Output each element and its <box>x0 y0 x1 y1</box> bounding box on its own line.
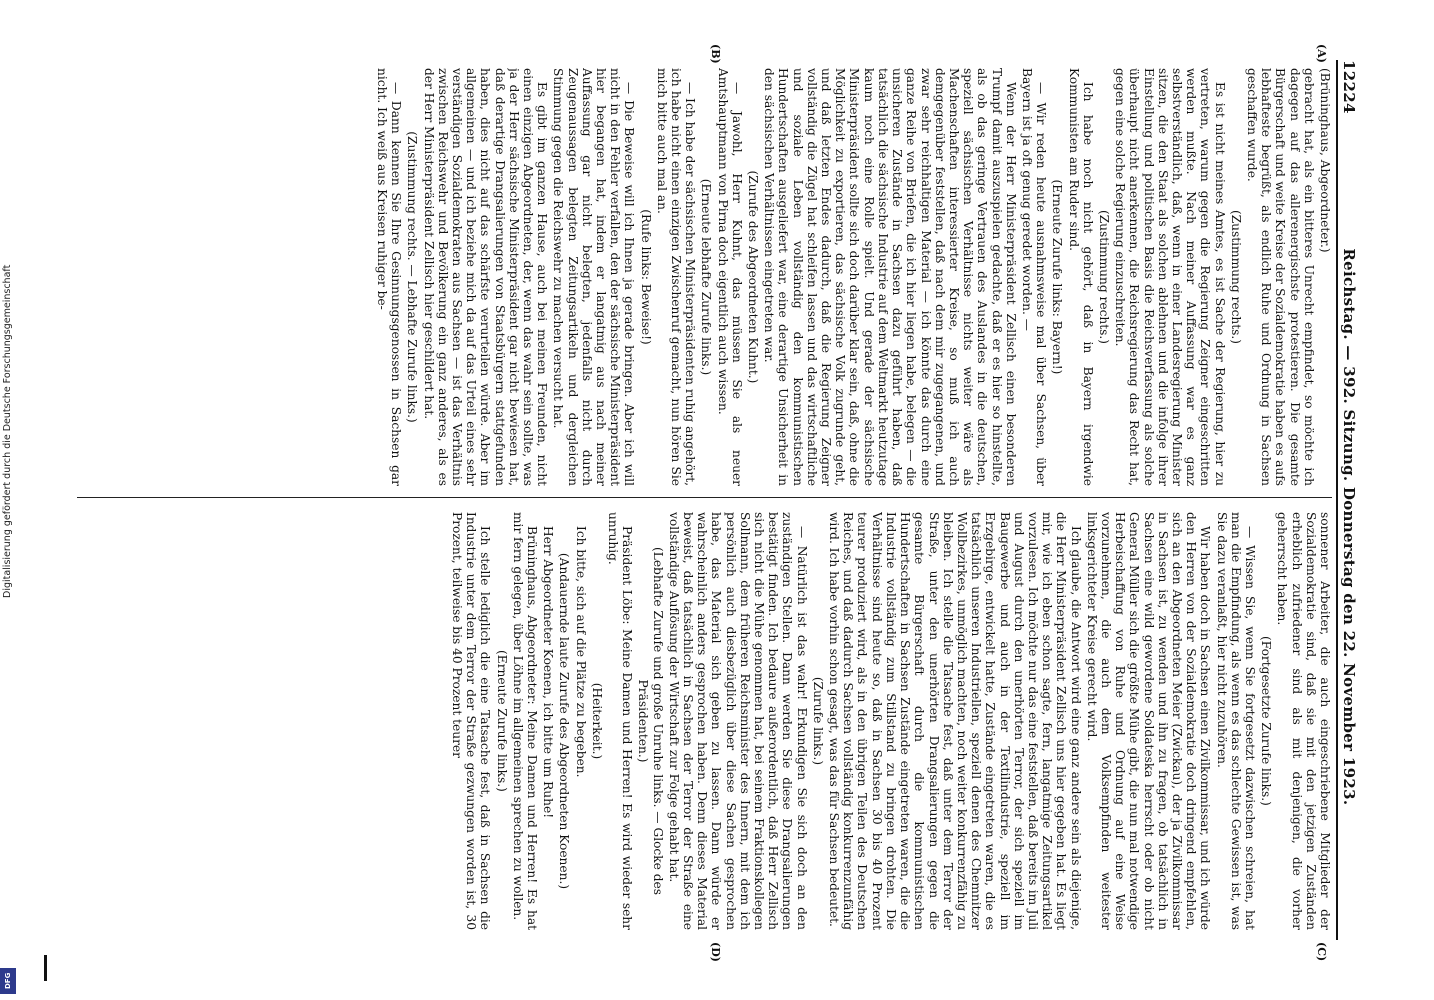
interjection: (Zustimmung rechts. — Lebhafte Zurufe links.) <box>405 131 420 423</box>
paragraph: Herr Abgeordneter Koenen, ich bitte um Ruhe! <box>541 526 556 819</box>
paragraph: Wir haben doch in Sachsen einen Zivilkommissar, und ich würde den Herren von der Sozialdemokratie doch dringend empfehlen, sich an den Abgeordneten Meier (Zwickau), der ja Zivilkommissar in Sachsen ist, zu wenden und ihn zu fragen, ob tatsächlich in Sachsen eine wild gewordene Soldateska herrscht oder ob nicht General Müller sich die größte Mühe gibt, die nun mal notwendige Herbeischaffung von Ruhe und Ordnung auf eine Weise vorzunehmen, die auch dem Volksempfinden weitester linksgerichteter Kreise gerecht wird. <box>1084 512 1213 930</box>
paragraph: Es gibt im ganzen Hause, auch bei meinen Freunden, nicht einen einzigen Abgeordneten, der, wenn das wahr sein sollte, was ja der Herr sächsische Ministerpräsident gar nicht bewiesen hat, daß derartige Drangsalierungen von Staatsbürgern stattgefunden haben, dies nicht auf das schärfste verurteilen würde. Aber im allgemeinen — und ich beziehe mich da auf das Urteil eines sehr verständigen Sozialdemokraten aus Sachsen — ist das Verhältnis zwischen Reichswehr und Bevölkerung ein ganz anderes, als es der Herr Ministerpräsident Zellisch hier geschildert hat. <box>421 68 550 486</box>
paragraph: Präsident Löbe: Meine Damen und Herren! Es wird wieder sehr unruhig. <box>606 512 635 930</box>
interjection: (Zustimmung rechts.) <box>1228 209 1243 345</box>
left-text-column <box>77 68 1332 486</box>
interjection: (Rufe links: Beweise!) <box>638 209 653 345</box>
printed-page <box>72 44 1362 962</box>
paragraph: — Die Beweise will ich Ihnen ja gerade bringen. Aber ich will nicht in den Fehler verfallen, den der sächsische Ministerpräsident hier begangen hat, indem er langatmig aus nach meiner Auffassung gar nicht belegten, jedenfalls nicht durch Zeugenaussagen belegten Zeitungsartikeln und dergleichen Stimmung gegen die Reichswehr zu machen versucht hat. <box>551 68 637 486</box>
header-rule <box>1336 60 1338 940</box>
paragraph: Es ist nicht meines Amtes, es ist Sache der Regierung, hier zu vertreten, warum gegen die Regierung Zeigner eingeschritten werden mußte. Nach meiner Auffassung war es ganz selbstverständlich, daß, wenn in einer Landesregierung Minister sitzen, die den Staat als solchen ablehnen und die infolge ihrer Einstellung und politischen Basis die Reichsverfassung als solche überhaupt nicht anerkennen, die Reichsregierung das Recht hat, gegen eine solche Regierung einzuschreiten. <box>1113 68 1227 486</box>
margin-marker-a: (A) <box>1315 44 1328 63</box>
paragraph: Ich bitte, sich auf die Plätze zu begeben. <box>573 526 588 778</box>
scanned-page <box>72 44 1362 962</box>
paragraph: Ich glaube, die Antwort wird eine ganz andere sein als diejenige, die Herr Ministerpräsident Zellisch uns hier gegeben hat. Es liegt mir, wie ich eben schon sagte, fern, langatmige Zeitungsartikel vorzulesen. Ich möchte nur das eine feststellen, daß bereits im Juli und August durch den unerhörten Terror, der sich speziell im Baugewerbe und auch in der Textilindustrie, speziell im Erzgebirge, entwickelt hatte, Zustände eingetreten waren, die es tatsächlich unseren Industriellen, speziell denen des Chemnitzer Wollbezirkes, unmöglich machten, noch weiter konkurrenzfähig zu bleiben. Ich stelle die Tatsache fest, daß unter dem Terror der Straße, unter den unerhörten Drangsalierungen gegen die gesamte Bürgerschaft durch die kommunistischen Hundertschaften in Sachsen Zustände eingetreten waren, die die Industrie vollständig zum Stillstand zu bringen drohten. Die Verhältnisse sind heute so, daß in Sachsen 30 bis 40 Prozent teurer produziert wird, als in den übrigen Teilen des Deutschen Reiches, und daß dadurch Sachsen vollständig konkurrenzunfähig wird. Ich habe vorhin schon gesagt, was das für Sachsen bedeutet. <box>827 512 1083 930</box>
page-running-title: Reichstag. — 392. Sitzung. Donnerstag den 22. November 1923. <box>1340 248 1358 806</box>
paragraph: Ich habe noch nicht gehört, daß in Bayern irgendwie Kommunisten am Ruder sind. <box>1066 68 1095 486</box>
paragraph: gebracht hat, als ein bitteres Unrecht empfindet, so möchte ich dagegen auf das allerenergischste protestieren. Die gesamte Bürgerschaft und weite Kreise der Sozialdemokratie haben es aufs lebhafteste begrüßt, als endlich Ruhe und Ordnung in Sachsen geschaffen wurde. <box>1244 68 1316 486</box>
paragraph: Ich stelle lediglich die eine Tatsache fest, daß in Sachsen die Industrie unter dem Terror der Straße gezwungen worden ist, 30 Prozent, teilweise bis 40 Prozent teurer <box>450 512 493 930</box>
paragraph: — Ich habe der sächsischen Ministerpräsidenten ruhig angehört, ich habe nicht einen einzigen Zwischenruf gemacht, nun hören Sie mich bitte auch mal an. <box>654 68 698 486</box>
interjection: (Erneute Zurufe links: Bayern!) <box>1050 179 1065 375</box>
paragraph: sonnener Arbeiter, die auch eingeschriebene Mitglieder der Sozialdemokratie sind, daß sie mit den jetzigen Zuständen erheblich zufriedener sind als mit denjenigen, die vorher geherrscht haben. <box>1275 512 1332 930</box>
paragraph: (Brüninghaus, Abgeordneter.) <box>1318 68 1332 253</box>
interjection: (Heiterkeit.) <box>589 682 604 760</box>
interjection: (Andauernde laute Zurufe des Abgeordneten Koenen.) <box>557 552 572 890</box>
paragraph: — Wissen Sie, wenn Sie fortgesetzt dazwischen schreien, hat man die Empfindung, als wenn es das schlechte Gewissen ist, was Sie dazu veranlaßt, hier nicht zuzuhören. <box>1214 512 1257 930</box>
interjection: (Zurufe links.) <box>810 676 825 766</box>
dfg-logo: DFG <box>0 968 16 994</box>
paragraph: — Wir reden heute ausnahmsweise mal über Sachsen, über Bayern ist ja oft genug geredet worden. — <box>1019 68 1049 486</box>
margin-marker-c: (C) <box>1315 942 1328 962</box>
paragraph: — Dann kennen Sie Ihre Gesinnungsgenossen in Sachsen gar nicht. Ich weiß aus Kreisen ruhiger be- <box>375 68 404 486</box>
paragraph: Brüninghaus, Abgeordneter: Meine Damen und Herren! Es hat mir fern gelegen, über Löhne im allgemeinen sprechen zu wollen. <box>510 512 540 930</box>
right-text-column <box>77 512 1332 930</box>
interjection: (Erneute lebhafte Zurufe links.) <box>699 178 714 376</box>
margin-marker-b: (B) <box>709 44 722 64</box>
paragraph: Wenn der Herr Ministerpräsident Zellisch einen besonderen Trumpf damit auszuspielen gedachte, daß er es hier so hinstellte, als ob das geringe Vertrauen des Auslandes in die deutschen, speziell sächsischen Verhältnisse nichts weiter wäre als Machenschaften interessierter Kreise, so muß ich auch demgegenüber feststellen, daß nach dem mir zugegangenen, und zwar sehr reichhaltigen Material — ich könnte das durch eine ganze Reihe von Briefen, die ich hier liegen habe, belegen — die unsicheren Zustände in Sachsen dazu geführt haben, daß tatsächlich die sächsische Industrie auf dem Weltmarkt heutzutage kaum noch eine Rolle spielt. Und gerade der sächsische Ministerpräsident sollte sich doch darüber klar sein, daß, ohne die Möglichkeit zu exportieren, das sächsische Volk zugrunde geht, und daß letzten Endes dadurch, daß die Regierung Zeigner vollständig die Zügel hat schleifen lassen und das wirtschaftliche und soziale Leben vollständig den kommunistischen Hundertschaften ausgeliefert war, eine derartige Unsicherheit in den sächsischen Verhältnissen eingetreten war. <box>762 68 1018 486</box>
page-number: 12224 <box>1340 60 1358 114</box>
interjection: (Erneute Zurufe links.) <box>494 650 509 792</box>
interjection: (Lebhafte Zurufe und große Unruhe links. — Glocke des Präsidenten.) <box>636 547 665 895</box>
paragraph: — Jawohl, Herr Kuhnt, das müssen Sie als neuer Amtshauptmann von Pirna doch eigentlich auch wissen. <box>715 68 744 486</box>
scan-edge-mark <box>44 955 47 981</box>
interjection: (Fortgesetzte Zurufe links.) <box>1259 636 1274 806</box>
page-header <box>1340 60 1362 940</box>
digitization-credit: Digitalisierung gefördert durch die Deutsche Forschungsgemeinschaft <box>2 264 13 598</box>
interjection: (Zurufe des Abgeordneten Kuhnt.) <box>746 170 761 384</box>
margin-marker-d: (D) <box>709 942 722 962</box>
interjection: (Zustimmung rechts.) <box>1096 209 1111 345</box>
column-divider <box>77 497 1332 498</box>
paragraph: — Natürlich ist das wahr! Erkundigen Sie sich doch an den zuständigen Stellen. Dann werden Sie diese Drangsalierungen bestätigt finden. Ich bedaure außerordentlich, daß Herr Zellisch sich nicht die Mühe genommen hat, bei seinem Fraktionskollegen Sollmann, dem früheren Reichsminister des Innern, mit dem ich persönlich auch diesbezüglich über diese Sachen gesprochen habe, das Material sich geben zu lassen. Dann würde er wahrscheinlich anders gesprochen haben. Denn dieses Material beweist, daß tatsächlich in Sachsen der Terror der Straße eine vollständige Auflösung der Wirtschaft zur Folge gehabt hat. <box>666 512 809 930</box>
